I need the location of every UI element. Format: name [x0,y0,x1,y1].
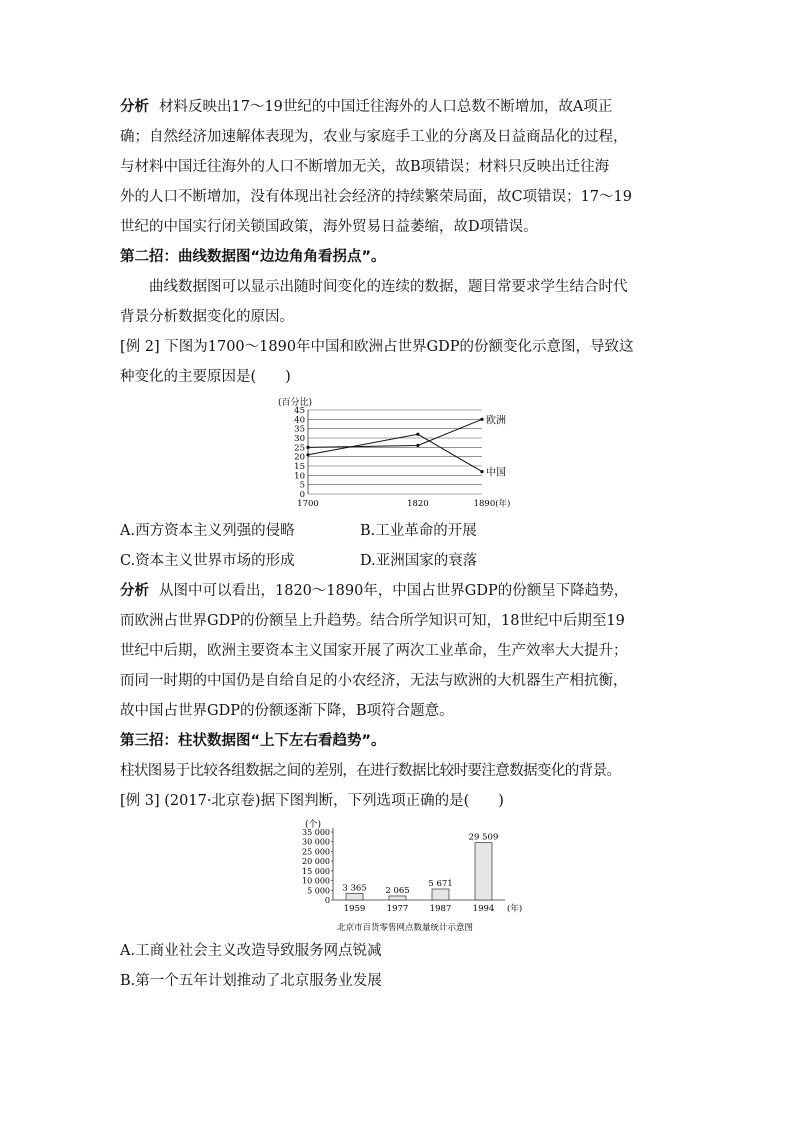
section-3-intro: 柱状图易于比较各组数据之间的差别，在进行数据比较时要注意数据变化的背景。 [120,763,621,779]
line-chart-ytick: 5 [299,480,305,491]
bar-chart-bar [346,893,363,900]
line-chart-ytick: 30 [294,434,305,444]
analysis-2-line-3: 世纪中后期，欧洲主要资本主义国家开展了两次工业革命，生产效率大大提升； [120,643,628,659]
bar-chart-ytick: 0 [324,896,330,905]
example-3-line: [例 3] (2017·北京卷)据下图判断，下列选项正确的是( ) [120,793,504,809]
line-chart-point [306,446,309,449]
page-content [120,92,680,996]
options-example-2-row-1 [120,516,680,546]
bar-chart-ytick: 25 000 [302,847,330,857]
bar-chart-xtick: 1959 [343,904,366,914]
bar-chart-value-label: 3 365 [342,883,367,894]
analysis-2-line-5: 故中国占世界GDP的份额逐渐下降，B项符合题意。 [120,703,454,719]
line-chart-ytick: 15 [294,462,305,472]
bar-chart-bar [389,896,406,900]
analysis-1-line-1: 分析 材料反映出17～19世纪的中国迁往海外的人口总数不断增加，故A项正 [120,99,613,115]
bar-chart-ytick: 15 000 [302,866,330,876]
bar-chart-value-label: 29 509 [468,832,499,843]
bar-chart-bar [432,889,449,900]
bar-chart-xlabel: (年) [507,904,523,914]
section-2-intro-1: 曲线数据图可以显示出随时间变化的连续的数据，题目常要求学生结合时代 [149,279,628,295]
line-chart-xtick: 1820 [407,499,429,509]
bar-chart-value-label: 5 671 [428,878,453,889]
line-chart-point [306,453,309,456]
line-chart-ytick: 0 [299,490,305,500]
option-c[interactable]: C.资本主义世界市场的形成 [120,553,295,569]
line-chart-ytick: 25 [294,443,305,454]
bar-chart-xtick: 1977 [386,904,409,914]
bar-chart-value-label: 2 065 [385,885,410,896]
options-example-2-row-2 [120,546,680,576]
line-chart-xtick: 1890(年) [473,499,511,509]
bar-chart-xtick: 1994 [472,904,495,914]
bar-chart-title: 北京市百货零售网点数量统计示意图 [336,923,474,933]
line-chart-ytick: 45 [294,406,305,416]
analysis-2-line-2: 而欧洲占世界GDP的份额呈上升趋势。结合所学知识可知，18世纪中后期至19 [120,613,625,629]
bar-chart-bar [475,843,492,900]
line-chart-series-label: 欧洲 [486,415,506,427]
option-3-b[interactable]: B.第一个五年计划推动了北京服务业发展 [120,973,382,989]
line-chart-point [416,444,419,447]
example-2-line-2: 种变化的主要原因是( ) [120,369,291,385]
option-d[interactable]: D.亚洲国家的衰落 [360,553,478,569]
bar-chart-ytick: 30 000 [302,837,330,847]
bar-chart-retail-outlets [275,818,535,936]
line-chart-point [416,433,419,436]
analysis-label: 分析 [120,99,149,115]
option-3-a[interactable]: A.工商业社会主义改造导致服务网点锐减 [120,943,382,959]
line-chart-series-0 [308,419,482,447]
bar-chart-xtick: 1987 [429,904,452,914]
bar-chart-ytick: 5 000 [307,886,330,896]
option-a[interactable]: A.西方资本主义列强的侵略 [120,523,295,539]
line-chart-ytick: 40 [294,415,305,426]
line-chart-ytick: 35 [294,424,305,435]
section-2-intro-2: 背景分析数据变化的原因。 [120,309,294,325]
option-b[interactable]: B.工业革命的开展 [360,523,477,539]
section-2-heading: 第二招：曲线数据图“边边角角看拐点”。 [120,249,386,265]
analysis-2-line-4: 而同一时期的中国仍是自给自足的小农经济，无法与欧洲的大机器生产相抗衡， [120,673,628,689]
line-chart-point [480,418,483,421]
bar-chart-ytick: 35 000 [302,828,330,837]
bar-chart-ylabel: (个) [305,820,322,830]
analysis-1-line-5: 世纪的中国实行闭关锁国政策，海外贸易日益萎缩，故D项错误。 [120,219,538,235]
line-chart-xtick: 1700 [297,499,319,509]
analysis-2-line-1: 分析 从图中可以看出，1820～1890年，中国占世界GDP的份额呈下降趋势， [120,583,629,599]
analysis-label: 分析 [120,583,149,599]
line-chart-ylabel: (百分比) [278,398,313,408]
line-chart-series-label: 中国 [486,467,506,479]
line-chart-ytick: 10 [294,471,305,482]
bar-chart-ytick: 10 000 [302,876,330,886]
line-chart-ytick: 20 [294,452,305,463]
line-chart-gdp-share [270,394,520,516]
example-2-line-1: [例 2] 下图为1700～1890年中国和欧洲占世界GDP的份额变化示意图，导致这 [120,339,634,355]
analysis-1-line-3: 与材料中国迁往海外的人口不断增加无关，故B项错误；材料只反映出迁往海 [120,159,610,175]
line-chart-point [480,470,483,473]
analysis-1-line-4: 外的人口不断增加，没有体现出社会经济的持续繁荣局面，故C项错误；17～19 [120,189,632,205]
analysis-1-line-2: 确；自然经济加速解体表现为，农业与家庭手工业的分离及日益商品化的过程， [120,129,628,145]
bar-chart-ytick: 20 000 [302,857,330,867]
section-3-heading: 第三招：柱状数据图“上下左右看趋势”。 [120,733,386,749]
